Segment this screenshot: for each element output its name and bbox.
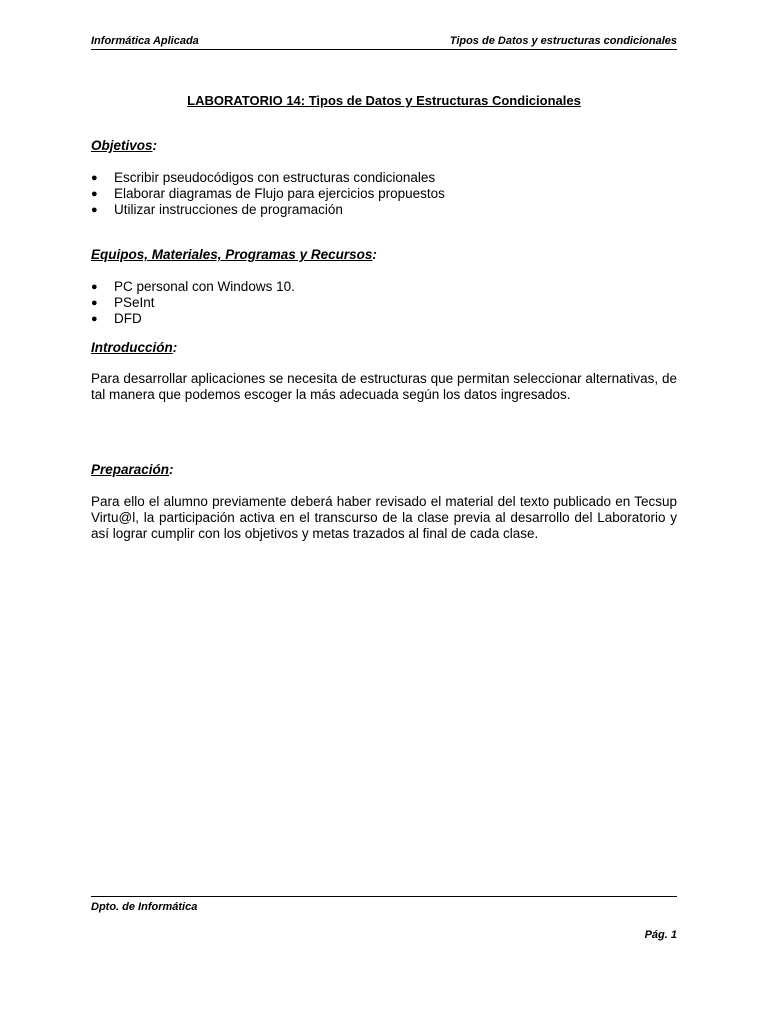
introduccion-paragraph: Para desarrollar aplicaciones se necesita de estructuras que permitan seleccionar alternativas, de tal manera que podemos escoger la más adecuada según los datos ingresados. xyxy=(91,371,677,402)
objetivos-heading-colon: : xyxy=(152,138,158,153)
list-item-text: Elaborar diagramas de Flujo para ejercicios propuestos xyxy=(114,186,445,201)
bullet-icon: ● xyxy=(91,313,98,325)
footer-divider xyxy=(91,896,677,897)
preparacion-heading-text: Preparación xyxy=(91,462,170,477)
introduccion-heading xyxy=(91,340,177,355)
page-header xyxy=(91,34,677,50)
bullet-icon: ● xyxy=(91,204,98,216)
equipos-list xyxy=(91,279,295,327)
document-title: LABORATORIO 14: Tipos de Datos y Estructuras Condicionales xyxy=(187,93,581,108)
list-item-text: Escribir pseudocódigos con estructuras condicionales xyxy=(114,170,436,185)
list-item xyxy=(91,170,445,186)
introduccion-heading-text: Introducción xyxy=(91,340,173,355)
preparacion-paragraph: Para ello el alumno previamente deberá haber revisado el material del texto publicado en Tecsup Virtu@l, la participación activa en el transcurso de la clase previa al desarrollo del Laboratorio y así lograr cumplir con los objetivos y metas trazados al final de cada clase. xyxy=(91,494,677,541)
preparacion-heading xyxy=(91,462,174,477)
list-item-text: PSeInt xyxy=(114,295,155,310)
list-item-text: PC personal con Windows 10. xyxy=(114,279,295,294)
list-item-text: DFD xyxy=(114,311,142,326)
equipos-heading xyxy=(91,247,377,262)
header-topic: Tipos de Datos y estructuras condicionales xyxy=(449,35,677,47)
equipos-heading-colon: : xyxy=(372,247,377,262)
header-course-name: Informática Aplicada xyxy=(91,35,199,47)
list-item xyxy=(91,186,445,202)
list-item xyxy=(91,202,445,218)
list-item xyxy=(91,279,295,295)
footer-department: Dpto. de Informática xyxy=(91,901,198,913)
bullet-icon: ● xyxy=(91,281,98,293)
page-number: Pág. 1 xyxy=(644,929,677,941)
list-item xyxy=(91,311,295,327)
objetivos-heading-text: Objetivos xyxy=(91,138,153,153)
list-item xyxy=(91,295,295,311)
equipos-heading-text: Equipos, Materiales, Programas y Recursos xyxy=(91,247,373,262)
bullet-icon: ● xyxy=(91,297,98,309)
list-item-text: Utilizar instrucciones de programación xyxy=(114,202,343,217)
bullet-icon: ● xyxy=(91,172,98,184)
objetivos-heading xyxy=(91,138,157,153)
introduccion-heading-colon: : xyxy=(172,340,178,355)
objetivos-list xyxy=(91,170,445,218)
preparacion-heading-colon: : xyxy=(169,462,174,477)
bullet-icon: ● xyxy=(91,188,98,200)
